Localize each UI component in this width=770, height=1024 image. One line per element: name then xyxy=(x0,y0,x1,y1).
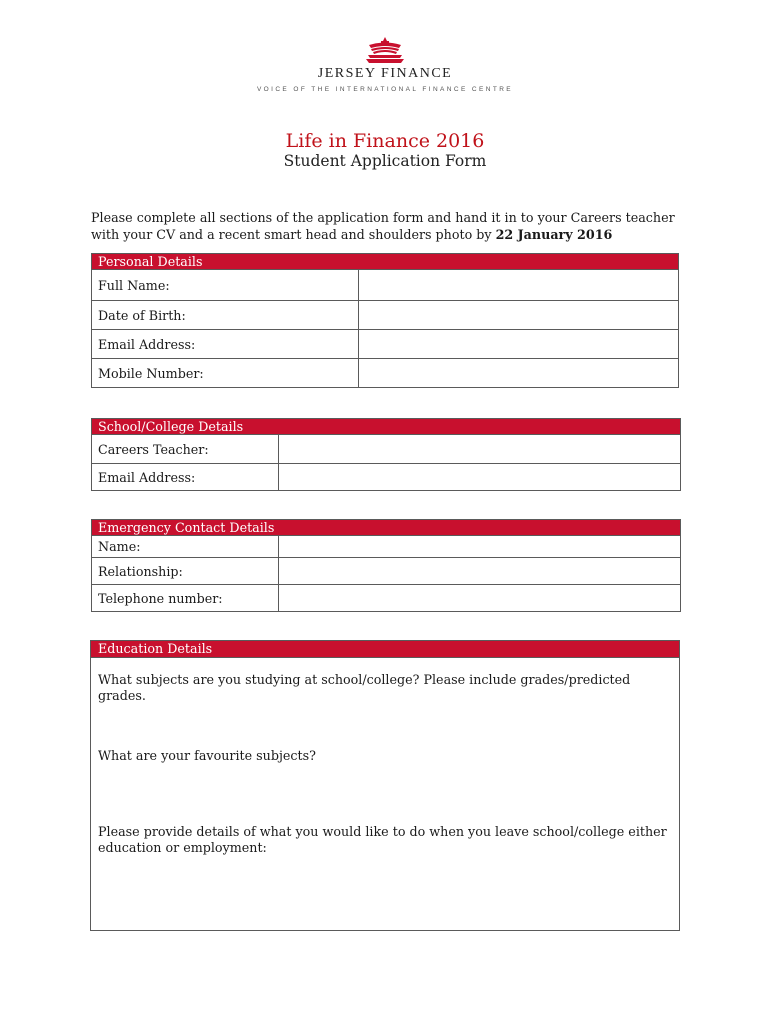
intro-body: Please complete all sections of the application form and hand it in to your Careers teacher with your CV and a recent smart head and shoulders photo by xyxy=(91,210,675,242)
education-details-box[interactable] xyxy=(90,640,680,931)
lion-crest-icon xyxy=(363,36,407,64)
page-title: Life in Finance 2016 xyxy=(285,130,485,152)
telephone-label: Telephone number: xyxy=(92,585,279,612)
emergency-contact-table xyxy=(91,519,681,612)
contact-name-field[interactable] xyxy=(279,536,681,558)
page-subtitle: Student Application Form xyxy=(283,152,487,170)
relationship-field[interactable] xyxy=(279,558,681,585)
personal-details-heading: Personal Details xyxy=(92,254,679,270)
email-address-field[interactable] xyxy=(359,330,679,359)
full-name-label: Full Name: xyxy=(92,270,359,301)
school-details-heading: School/College Details xyxy=(92,419,681,435)
favourite-subjects-question: What are your favourite subjects? xyxy=(98,748,316,763)
deadline: 22 January 2016 xyxy=(495,227,613,242)
date-of-birth-label: Date of Birth: xyxy=(92,301,359,330)
subjects-question: What subjects are you studying at school/college? Please include grades/predicted grades. xyxy=(98,672,631,703)
education-details-heading: Education Details xyxy=(91,641,679,658)
email-address-label: Email Address: xyxy=(92,330,359,359)
school-email-label: Email Address: xyxy=(92,464,279,491)
personal-details-table xyxy=(91,253,679,388)
school-details-table xyxy=(91,418,681,491)
school-email-field[interactable] xyxy=(279,464,681,491)
intro-text xyxy=(91,209,691,243)
full-name-field[interactable] xyxy=(359,270,679,301)
emergency-contact-heading: Emergency Contact Details xyxy=(92,520,681,536)
mobile-number-field[interactable] xyxy=(359,359,679,388)
logo xyxy=(0,36,770,93)
contact-name-label: Name: xyxy=(92,536,279,558)
careers-teacher-label: Careers Teacher: xyxy=(92,435,279,464)
brand-name: JERSEY FINANCE xyxy=(317,66,453,81)
telephone-field[interactable] xyxy=(279,585,681,612)
mobile-number-label: Mobile Number: xyxy=(92,359,359,388)
brand-tagline: VOICE OF THE INTERNATIONAL FINANCE CENTRE xyxy=(256,86,514,93)
date-of-birth-field[interactable] xyxy=(359,301,679,330)
relationship-label: Relationship: xyxy=(92,558,279,585)
careers-teacher-field[interactable] xyxy=(279,435,681,464)
future-plans-question: Please provide details of what you would like to do when you leave school/college either education or employment: xyxy=(98,824,667,855)
